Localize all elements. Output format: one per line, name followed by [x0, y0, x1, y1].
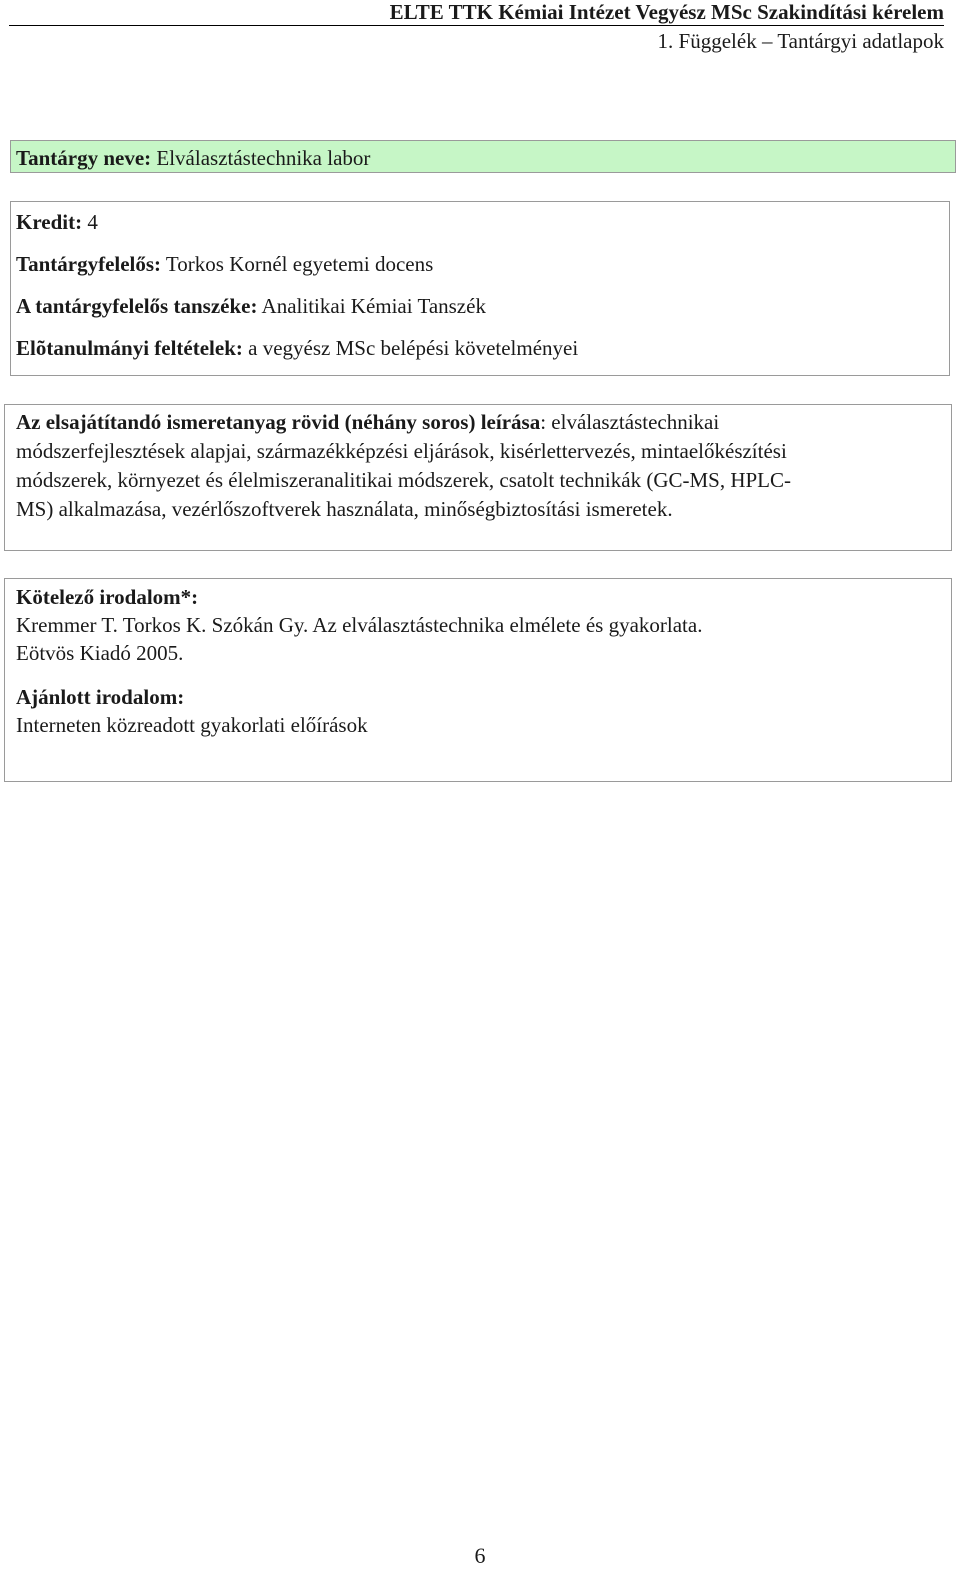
- description-label: Az elsajátítandó ismeretanyag rövid (néhány soros) leírása: [16, 410, 541, 434]
- department-label: A tantárgyfelelős tanszéke:: [16, 294, 258, 318]
- credit-label: Kredit:: [16, 210, 83, 234]
- description-text: elválasztástechnikai: [551, 410, 720, 434]
- description-line: MS) alkalmazása, vezérlőszoftverek használata, minőségbiztosítási ismeretek.: [16, 497, 673, 521]
- page-header: [9, 0, 944, 54]
- spacer: [16, 667, 943, 683]
- recommended-literature-value: Interneten közreadott gyakorlati előírások: [16, 713, 368, 737]
- description-box: [4, 404, 952, 551]
- description-line: módszerfejlesztések alapjai, származékképzési eljárások, kisérlettervezés, mintaelőkészítési: [16, 439, 787, 463]
- description-colon: :: [540, 410, 547, 434]
- recommended-literature-label: Ajánlott irodalom:: [16, 685, 185, 709]
- prerequisites-value: a vegyész MSc belépési követelményei: [248, 336, 579, 360]
- page-number: 6: [474, 1543, 486, 1568]
- credit-row: [16, 205, 949, 247]
- description-line: [16, 408, 943, 437]
- responsible-value: Torkos Kornél egyetemi docens: [165, 252, 434, 276]
- prerequisites-row: [16, 331, 949, 373]
- credit-value: 4: [87, 210, 98, 234]
- course-info-box: [10, 201, 950, 376]
- responsible-label: Tantárgyfelelős:: [16, 252, 162, 276]
- required-literature-line: Eötvös Kiadó 2005.: [16, 641, 184, 665]
- department-row: [16, 289, 949, 331]
- prerequisites-label: Elõtanulmányi feltételek:: [16, 336, 243, 360]
- department-value: Analitikai Kémiai Tanszék: [261, 294, 486, 318]
- course-name-label: Tantárgy neve:: [16, 146, 152, 170]
- literature-box: [4, 578, 952, 782]
- description-line: módszerek, környezet és élelmiszeranalitikai módszerek, csatolt technikák (GC-MS, HPLC-: [16, 468, 792, 492]
- required-literature-line: Kremmer T. Torkos K. Szókán Gy. Az elválasztástechnika elmélete és gyakorlata.: [16, 613, 703, 637]
- course-name-value: Elválasztástechnika labor: [156, 146, 371, 170]
- document-subtitle: 1. Függelék – Tantárgyi adatlapok: [657, 29, 944, 53]
- document-title: ELTE TTK Kémiai Intézet Vegyész MSc Szakindítási kérelem: [389, 0, 944, 24]
- course-name-box: [10, 140, 956, 173]
- responsible-row: [16, 247, 949, 289]
- required-literature-label: Kötelező irodalom*:: [16, 585, 199, 609]
- header-divider: [9, 25, 944, 26]
